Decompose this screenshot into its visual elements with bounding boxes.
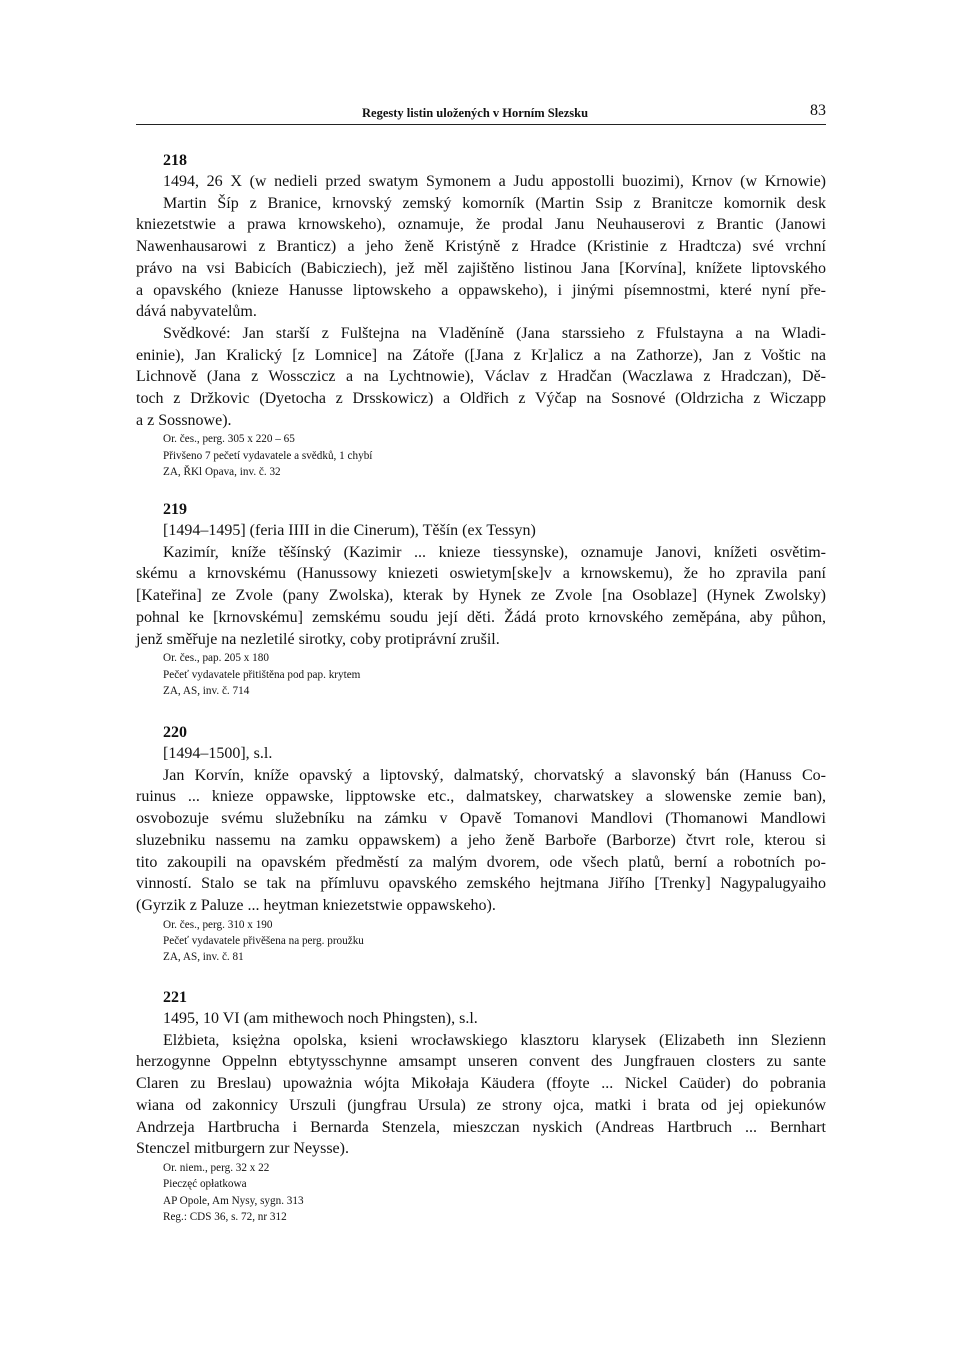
entry-line: [1494–1500], s.l. — [163, 745, 273, 762]
entry-line: Stenczel mitburgern zur Neysse). — [136, 1140, 349, 1158]
archival-note: Pečeť vydavatele přitištěna pod pap. krytem — [163, 668, 361, 681]
entry-line: Lichnově (Jana z Wossczicz a na Lychtnowie), Václav z Hradčan (Waczlawa z Hradczan), Dě- — [136, 368, 826, 386]
archival-note: Or. čes., pap. 205 x 180 — [163, 652, 269, 665]
page-number: 83 — [810, 102, 826, 119]
entry-line: Svědkové: Jan starší z Fulštejna na Vladěníně (Jana starssieho z Ffulstayna a na Wladi- — [163, 324, 826, 342]
entry-line: osvobozuje svému služebníku na zámku v Opavě Tomanovi Mandlovi (Thomanowi Mandlowi — [136, 810, 826, 828]
entry-line: a z Sossnowe). — [136, 411, 232, 429]
entry-line: Elżbieta, księżna opolska, ksieni wrocławskiego klasztoru klarysek (Elizabeth inn Slezienn — [163, 1031, 826, 1049]
entry-line: 1495, 10 VI (am mithewoch noch Phingsten), s.l. — [163, 1010, 478, 1027]
entry-line: jenž směřuje na nezletilé sirotky, coby protiprávní zrušil. — [136, 630, 500, 648]
entry-line: pohnal ke [krnovskému] zemskému soudu její děti. Žádá proto krnovského zeměpána, aby půhon, — [136, 608, 826, 626]
entry-line: Kazimír, kníže těšínský (Kazimir ... knieze tiessynske), oznamuje Janovi, knížeti osvětim- — [163, 543, 826, 561]
entry-line: kniezetstwie a prawa krnowskeho), oznamuje, že prodal Janu Neuhauserovi z Brantic (Janowi — [136, 216, 826, 234]
entry-number: 219 — [163, 501, 187, 518]
entry-line: ruinus ... knieze oppawske, lipptowske etc., dalmatskey, charwatskey a slowenske zemie ban), — [136, 788, 826, 806]
archival-note: Pieczęć opłatkowa — [163, 1178, 247, 1191]
archival-note: ZA, ŘKl Opava, inv. č. 32 — [163, 466, 281, 479]
page-header — [136, 100, 826, 125]
entry-line: [Kateřina] ze Zvole (pany Zwolska), kterak by Hynek ze Zvole [na Osoblaze] (Hynek Zwolsky) — [136, 587, 826, 605]
archival-note: Or. čes., perg. 305 x 220 – 65 — [163, 433, 295, 446]
archival-note: Or. niem., perg. 32 x 22 — [163, 1161, 270, 1174]
entry-line: Andrzeja Hartbrucha i Bernarda Stenzela, mieszczan nyskich (Andreas Hartbruch ... Bernhart — [136, 1118, 826, 1136]
entry-line: Martin Šíp z Branice, krnovský zemský komorník (Martin Ssip z Branitcze komornik desk — [163, 194, 826, 212]
archival-note: Or. čes., perg. 310 x 190 — [163, 918, 273, 931]
archival-note: Pečeť vydavatele přivěšena na perg. proužku — [163, 935, 364, 948]
entry-line: toch z Držkovic (Dyetocha z Drsskowicz) a Oldřich z Výčap na Sosnové (Oldrzicha z Wiczapp — [136, 390, 826, 408]
archival-note: Reg.: CDS 36, s. 72, nr 312 — [163, 1211, 287, 1224]
entry-221 — [136, 988, 826, 1226]
entry-line: a opavského (knieze Hanusse liptowskeho a oppawskeho), i jinými písemnostmi, které nyní pře- — [136, 281, 826, 299]
entry-line: skému a krnovskému (Hanussowy kniezeti oswietym[ske]v a krnowskemu), že ho zpravila paní — [136, 565, 826, 583]
entry-line: dává nabyvatelům. — [136, 303, 257, 321]
entry-line: Jan Korvín, kníže opavský a liptovský, dalmatský, chorvatský a slavonský bán (Hanuss Co- — [163, 766, 826, 784]
archival-note: Přivšeno 7 pečetí vydavatele a svědků, 1 chybí — [163, 449, 373, 462]
archival-note: ZA, AS, inv. č. 714 — [163, 685, 250, 698]
entry-line: wiana od zakonnicy Urszuli (jungfrau Ursula) ze strony ojca, matki i brata od jej opiekunów — [136, 1096, 826, 1114]
entry-line: 1494, 26 X (w nedieli przed swatym Symonem a Judu appostolli buozimi), Krnov (w Krnowie) — [163, 173, 826, 190]
entry-220 — [136, 723, 826, 966]
entry-218 — [136, 151, 826, 481]
entry-line: Nawenhausarowi z Branticz) a jeho ženě Kristýně z Hradce (Kristinie z Hradtcza) své vrchní — [136, 238, 826, 256]
entry-line: vinností. Stalo se tak na přímluvu opavského zemského hejtmana Jiřího [Trenky] Nagypalugyaiho — [136, 875, 826, 893]
entry-line: (Gyrzik z Paluze ... heytman kniezetstwie oppawskeho). — [136, 896, 496, 914]
entry-number: 221 — [163, 989, 187, 1006]
entry-line: herzogynne Oppelnn ebtytysschynne amsampt unseren convent des Jungfrauen closters zu sante — [136, 1053, 826, 1071]
entry-line: eninie), Jan Kralický [z Lomnice] na Zátoře ([Jana z Kr]alicz a na Zathorze), Jan z Voštic na — [136, 346, 826, 364]
entry-line: Claren zu Breslau) upoważnia wójta Mikołaja Käudera (ffoyte ... Nickel Caüder) do pobrania — [136, 1075, 826, 1093]
archival-note: AP Opole, Am Nysy, sygn. 313 — [163, 1194, 304, 1207]
entry-line: sluzebniku nassemu na zamku oppawskem) a jeho ženě Barboře (Barborze) čtvrt role, kterou si — [136, 831, 826, 849]
entry-line: [1494–1495] (feria IIII in die Cinerum), Těšín (ex Tessyn) — [163, 522, 536, 539]
running-head: Regesty listin uložených v Horním Slezsku — [362, 106, 589, 120]
archival-note: ZA, AS, inv. č. 81 — [163, 951, 244, 964]
entry-line: tito zakoupili na opavském předměstí za malým dvorem, ode všech platů, berní a robotních po- — [136, 853, 826, 871]
entry-219 — [136, 500, 826, 699]
entry-number: 218 — [163, 152, 187, 169]
entry-line: právo na vsi Babicích (Babicziech), jež měl zajištěno listinou Jana [Korvína], knížete liptovského — [136, 259, 826, 277]
entry-number: 220 — [163, 724, 187, 741]
